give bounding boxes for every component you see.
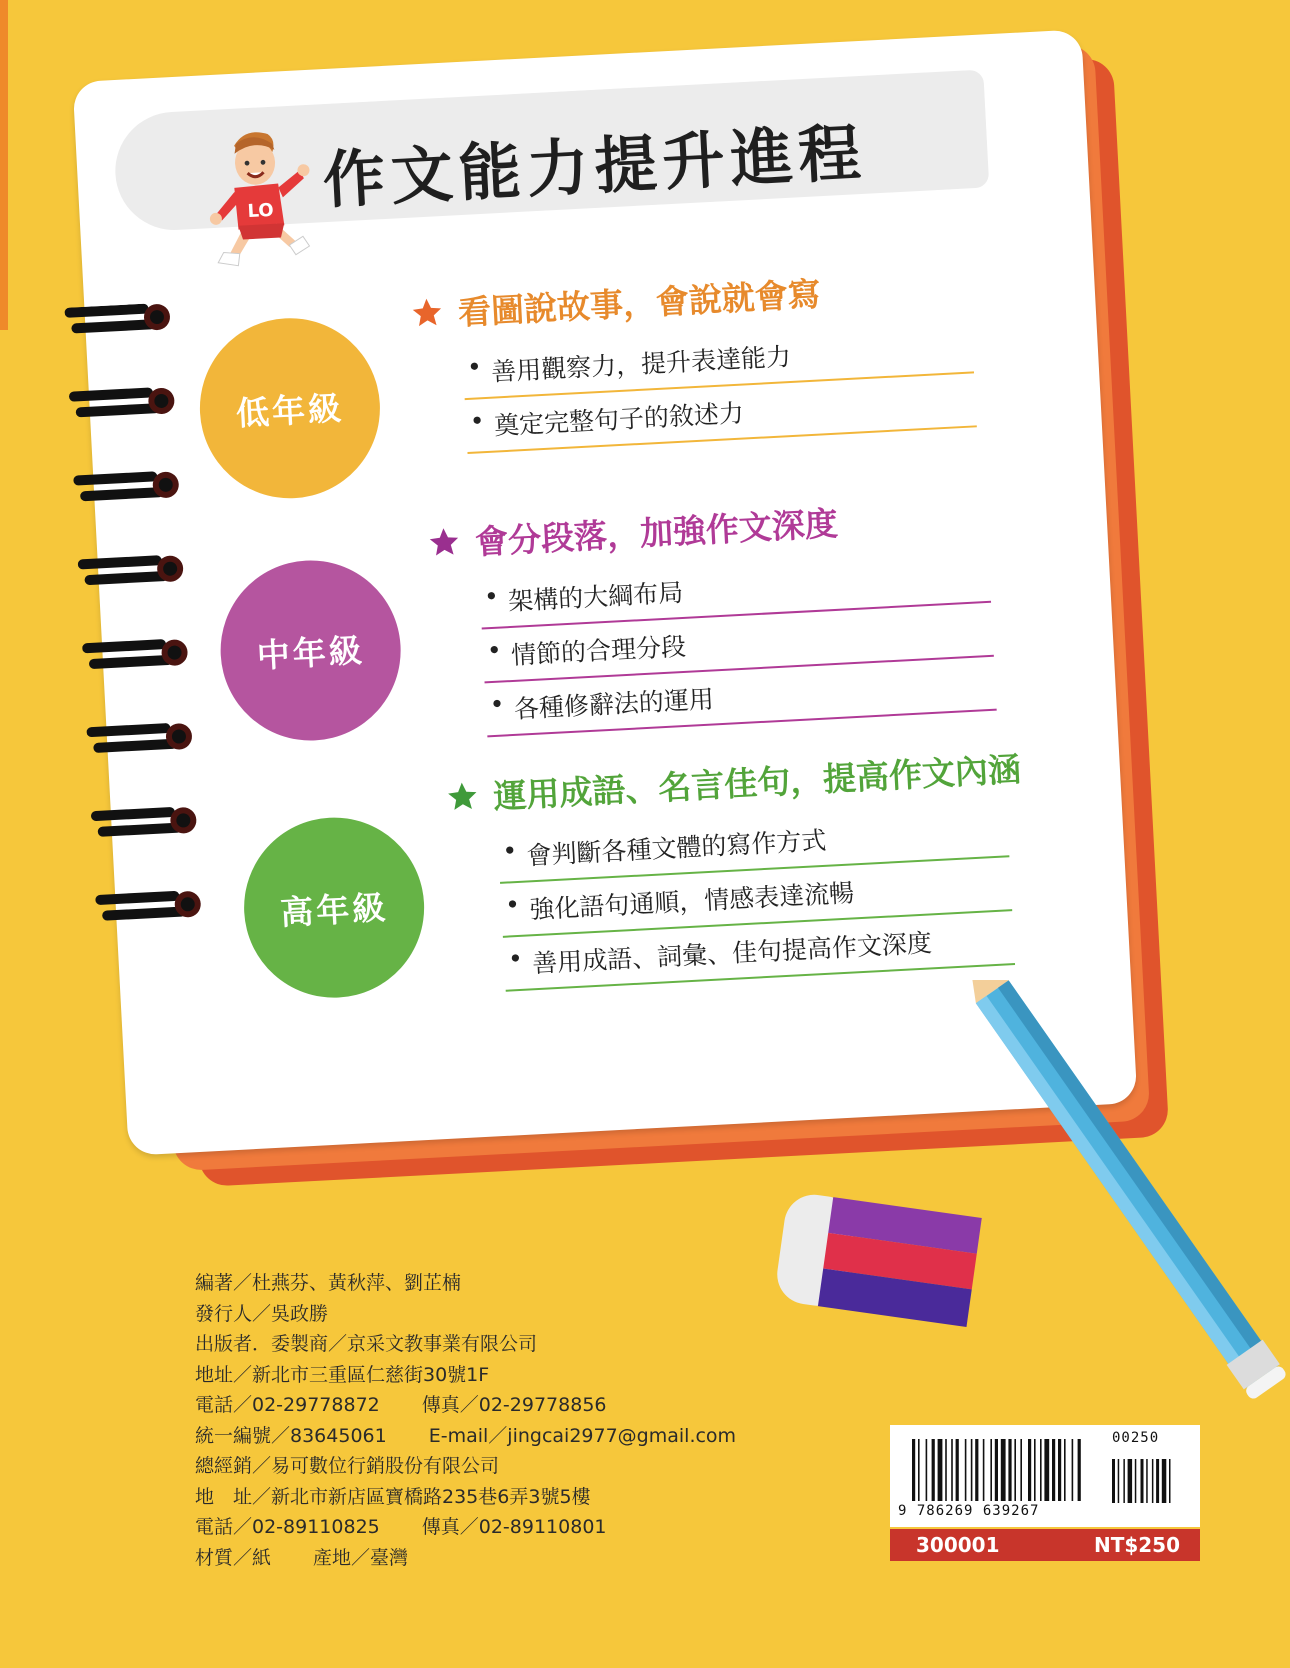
section-high-grade <box>444 744 1022 994</box>
imprint-info <box>195 1268 736 1573</box>
barcode-image <box>912 1439 1182 1505</box>
star-icon <box>426 524 462 560</box>
imprint-material: 材質／紙 <box>195 1546 272 1569</box>
ring-7 <box>91 806 197 838</box>
svg-text:LO: LO <box>247 199 275 223</box>
price-strip <box>890 1529 1200 1561</box>
section-low-grade <box>409 261 977 457</box>
barcode-addon-number: 00250 <box>1112 1430 1160 1446</box>
imprint-publisher-person: 發行人／吳政勝 <box>195 1302 329 1325</box>
imprint-distributor-phone: 電話／02-89110825 <box>195 1516 380 1538</box>
star-icon <box>445 778 481 814</box>
ring-3 <box>73 470 179 502</box>
imprint-phone: 電話／02-29778872 <box>195 1394 380 1416</box>
ring-6 <box>86 722 192 754</box>
list-item: • 奠定完整句子的敘述力 <box>465 373 977 454</box>
grade-circle-low: 低年級 <box>195 314 384 503</box>
imprint-origin: 產地／臺灣 <box>313 1546 409 1569</box>
imprint-distributor-address: 地 址／新北市新店區寶橋路235巷6弄3號5樓 <box>195 1485 591 1508</box>
pencil-illustration <box>958 980 1288 1440</box>
imprint-fax: 傳真／02-29778856 <box>421 1394 607 1416</box>
running-boy-illustration <box>193 122 321 278</box>
imprint-distributor: 總經銷／易可數位行銷股份有限公司 <box>195 1455 500 1477</box>
section-heading: 會分段落，加強作文深度 <box>474 503 839 562</box>
grade-circle-high: 高年級 <box>240 813 429 1002</box>
edge-mark <box>0 0 8 330</box>
ring-5 <box>82 638 188 670</box>
imprint-publisher: 出版者．委製商／京采文教事業有限公司 <box>195 1333 538 1355</box>
list-item: • 會判斷各種文體的寫作方式 <box>497 803 1009 884</box>
list-item: • 架構的大綱布局 <box>479 549 991 630</box>
imprint-email: E-mail／jingcai2977@gmail.com <box>428 1424 737 1447</box>
section-middle-grade <box>426 490 997 740</box>
barcode-isbn-number: 9 786269 639267 <box>898 1503 1040 1519</box>
ring-1 <box>64 302 170 334</box>
ring-4 <box>78 554 184 586</box>
list-item: • 善用觀察力，提升表達能力 <box>462 319 974 400</box>
price: NT$250 <box>1093 1533 1180 1557</box>
imprint-distributor-fax: 傳真／02-89110801 <box>421 1516 607 1538</box>
section-heading: 運用成語、名言佳句，提高作文內涵 <box>492 749 1022 817</box>
imprint-address: 地址／新北市三重區仁慈街30號1F <box>195 1363 490 1386</box>
spiral-binding <box>64 302 208 957</box>
list-item: • 各種修辭法的運用 <box>485 657 997 738</box>
list-item: • 善用成語、詞彙、佳句提高作文深度 <box>503 911 1015 992</box>
eraser-illustration <box>770 1185 1000 1335</box>
product-code: 300001 <box>916 1533 1000 1557</box>
grade-circle-middle: 中年級 <box>216 556 405 745</box>
imprint-tax-id: 統一編號／83645061 <box>195 1424 387 1447</box>
ring-2 <box>69 386 175 418</box>
imprint-authors: 編著／杜燕芬、黃秋萍、劉芷楠 <box>195 1272 462 1294</box>
star-icon <box>409 295 445 331</box>
ring-8 <box>95 890 201 922</box>
page-title: 作文能力提升進程 <box>321 115 869 218</box>
section-heading: 看圖說故事，會說就會寫 <box>457 274 822 333</box>
barcode-block <box>890 1425 1200 1565</box>
list-item: • 情節的合理分段 <box>482 603 994 684</box>
list-item: • 強化語句通順，情感表達流暢 <box>500 857 1012 938</box>
